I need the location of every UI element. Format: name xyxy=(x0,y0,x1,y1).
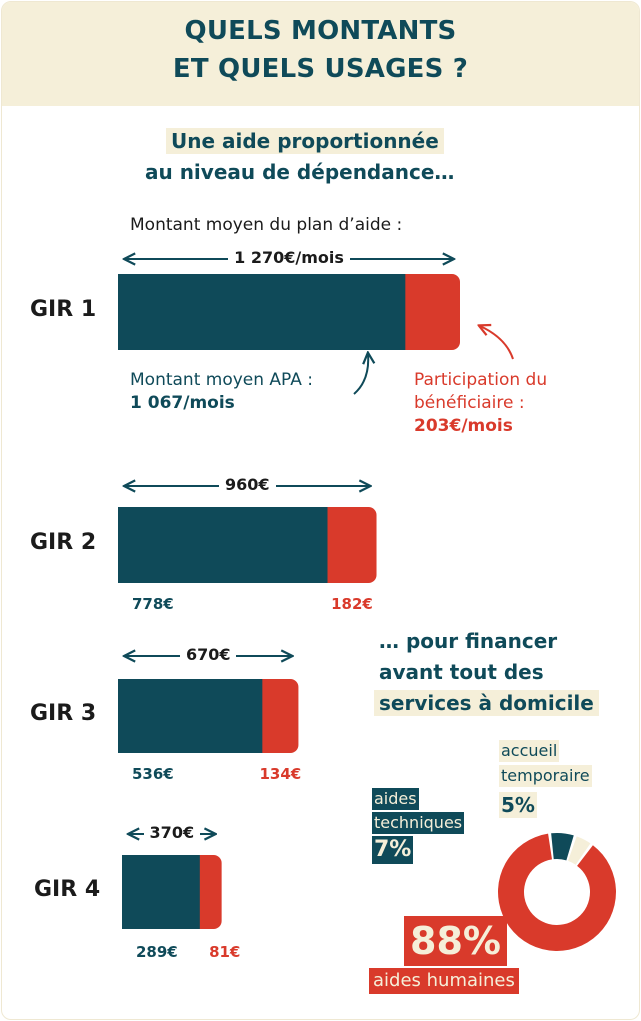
accueil-label-2: temporaire xyxy=(501,766,590,785)
gir-label-2: GIR 2 xyxy=(30,530,97,555)
participation-value-2: 182€ xyxy=(331,595,373,613)
techniques-label-2: techniques xyxy=(374,813,463,832)
apa-callout-label: Montant moyen APA : xyxy=(130,370,313,390)
total-label-2: 960€ xyxy=(219,476,276,494)
apa-value-2: 778€ xyxy=(132,595,174,613)
total-label-3: 670€ xyxy=(180,646,237,664)
techniques-label-1: aides xyxy=(374,789,417,808)
plan-aide-label: Montant moyen du plan d’aide : xyxy=(130,215,403,235)
apa-value-4: 289€ xyxy=(136,943,178,961)
gir-label-4: GIR 4 xyxy=(34,877,101,902)
participation-callout-value: 203€/mois xyxy=(414,416,513,436)
donut-chart xyxy=(2,2,639,1019)
subtitle-line-2: au niveau de dépendance… xyxy=(145,160,455,184)
gir-label-3: GIR 3 xyxy=(30,701,97,726)
humaines-label: aides humaines xyxy=(369,968,519,994)
title-line-1: QUELS MONTANTS xyxy=(184,16,457,46)
gir-label-1: GIR 1 xyxy=(30,297,97,322)
infographic-card xyxy=(1,1,640,1020)
donut-heading-line-3: services à domicile xyxy=(374,690,599,716)
humaines-pct: 88% xyxy=(404,916,507,966)
participation-value-3: 134€ xyxy=(259,765,302,783)
apa-callout-value: 1 067/mois xyxy=(130,393,235,413)
accueil-label-1: accueil xyxy=(501,741,558,760)
participation-value-4: 81€ xyxy=(209,943,241,961)
apa-value-3: 536€ xyxy=(132,765,174,783)
accueil-pct: 5% xyxy=(501,793,535,817)
techniques-pct: 7% xyxy=(374,837,412,862)
donut-heading-line-2: avant tout des xyxy=(379,660,544,684)
total-label-1: 1 270€/mois xyxy=(228,249,350,267)
participation-callout-label-1: Participation du xyxy=(414,370,548,390)
subtitle-line-1: Une aide proportionnée xyxy=(166,128,444,154)
title-line-2: ET QUELS USAGES ? xyxy=(172,54,469,84)
donut-heading-line-1: … pour financer xyxy=(379,629,558,653)
participation-callout-label-2: bénéficiaire : xyxy=(414,393,525,413)
total-label-4: 370€ xyxy=(144,824,201,842)
